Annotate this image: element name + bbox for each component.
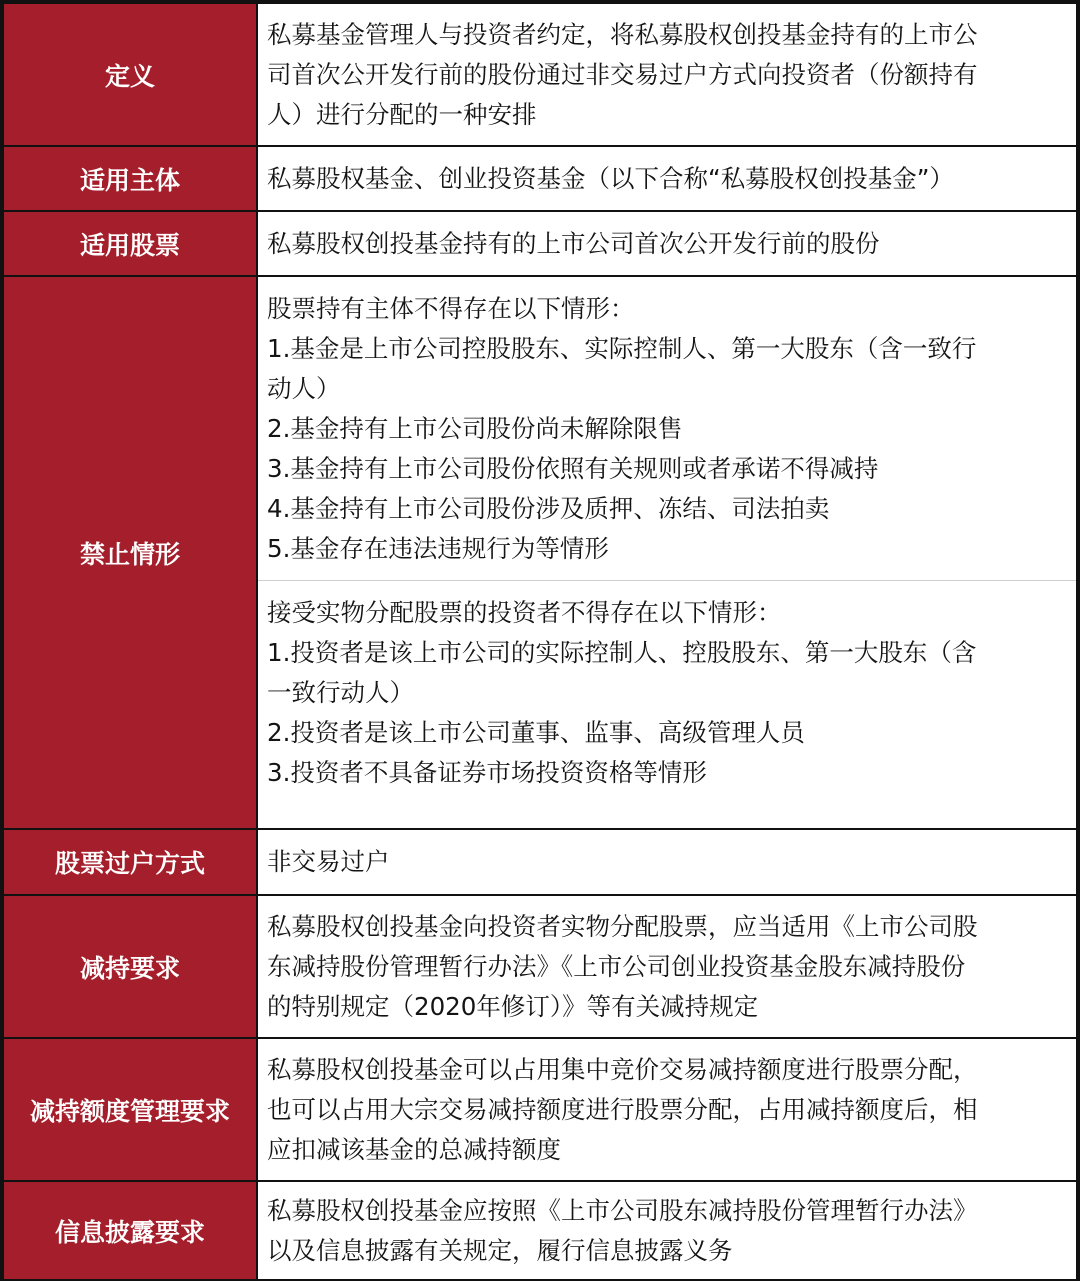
content-line: 动人） <box>267 374 341 403</box>
row-content <box>257 276 1077 829</box>
content-line: 1.基金是上市公司控股股东、实际控制人、第一大股东（含一致行 <box>267 334 977 363</box>
content-line: 3.投资者不具备证券市场投资资格等情形 <box>267 758 707 787</box>
content-line: 的特别规定（2020年修订）》等有关减持规定 <box>267 991 759 1021</box>
table-row <box>3 3 1077 146</box>
content-line: 非交易过户 <box>267 847 390 876</box>
content-line: 私募股权创投基金可以占用集中竞价交易减持额度进行股票分配， <box>267 1054 978 1084</box>
content-line: 一致行动人） <box>267 678 414 707</box>
fund-restrictions-block <box>258 277 1076 580</box>
content-line: 私募股权创投基金持有的上市公司首次公开发行前的股份 <box>267 228 880 258</box>
row-content <box>257 146 1077 211</box>
row-content <box>257 3 1077 146</box>
content-line: 2.投资者是该上市公司董事、监事、高级管理人员 <box>267 718 805 747</box>
row-content <box>257 895 1077 1038</box>
content-line: 私募股权创投基金向投资者实物分配股票，应当适用《上市公司股 <box>267 911 978 941</box>
content-line: 2.基金持有上市公司股份尚未解除限售 <box>267 414 683 443</box>
table-row <box>3 1038 1077 1181</box>
row-label: 适用股票 <box>3 211 257 276</box>
content-line: 私募基金管理人与投资者约定，将私募股权创投基金持有的上市公 <box>267 19 978 49</box>
row-content <box>257 211 1077 276</box>
table-row <box>3 276 1077 829</box>
row-content <box>257 1038 1077 1181</box>
row-label: 减持额度管理要求 <box>3 1038 257 1181</box>
content-line: 东减持股份管理暂行办法》《上市公司创业投资基金股东减持股份 <box>267 951 966 981</box>
row-label: 信息披露要求 <box>3 1181 257 1280</box>
content-line: 股票持有主体不得存在以下情形： <box>267 294 635 323</box>
content-line: 人）进行分配的一种安排 <box>267 99 537 129</box>
table-row <box>3 1181 1077 1280</box>
row-label: 定义 <box>3 3 257 146</box>
investor-restrictions-block <box>258 580 1076 804</box>
table-row <box>3 895 1077 1038</box>
row-content <box>257 1181 1077 1280</box>
table-row <box>3 829 1077 895</box>
content-line: 应扣减该基金的总减持额度 <box>267 1134 561 1164</box>
row-label: 禁止情形 <box>3 276 257 829</box>
row-label: 适用主体 <box>3 146 257 211</box>
content-line: 也可以占用大宗交易减持额度进行股票分配，占用减持额度后，相 <box>267 1094 978 1124</box>
table-row <box>3 146 1077 211</box>
content-line: 接受实物分配股票的投资者不得存在以下情形： <box>267 598 782 627</box>
table-row <box>3 211 1077 276</box>
content-line: 5.基金存在违法违规行为等情形 <box>267 534 609 563</box>
content-line: 私募股权基金、创业投资基金（以下合称“私募股权创投基金”） <box>267 163 954 193</box>
row-label: 减持要求 <box>3 895 257 1038</box>
content-line: 司首次公开发行前的股份通过非交易过户方式向投资者（份额持有 <box>267 59 978 89</box>
content-line: 4.基金持有上市公司股份涉及质押、冻结、司法拍卖 <box>267 494 830 523</box>
content-line: 以及信息披露有关规定，履行信息披露义务 <box>267 1235 733 1265</box>
content-line: 3.基金持有上市公司股份依照有关规则或者承诺不得减持 <box>267 454 879 483</box>
content-line: 1.投资者是该上市公司的实际控制人、控股股东、第一大股东（含 <box>267 638 977 667</box>
content-line: 私募股权创投基金应按照《上市公司股东减持股份管理暂行办法》 <box>267 1195 978 1225</box>
row-label: 股票过户方式 <box>3 829 257 895</box>
rules-table <box>2 2 1078 1281</box>
row-content <box>257 829 1077 895</box>
